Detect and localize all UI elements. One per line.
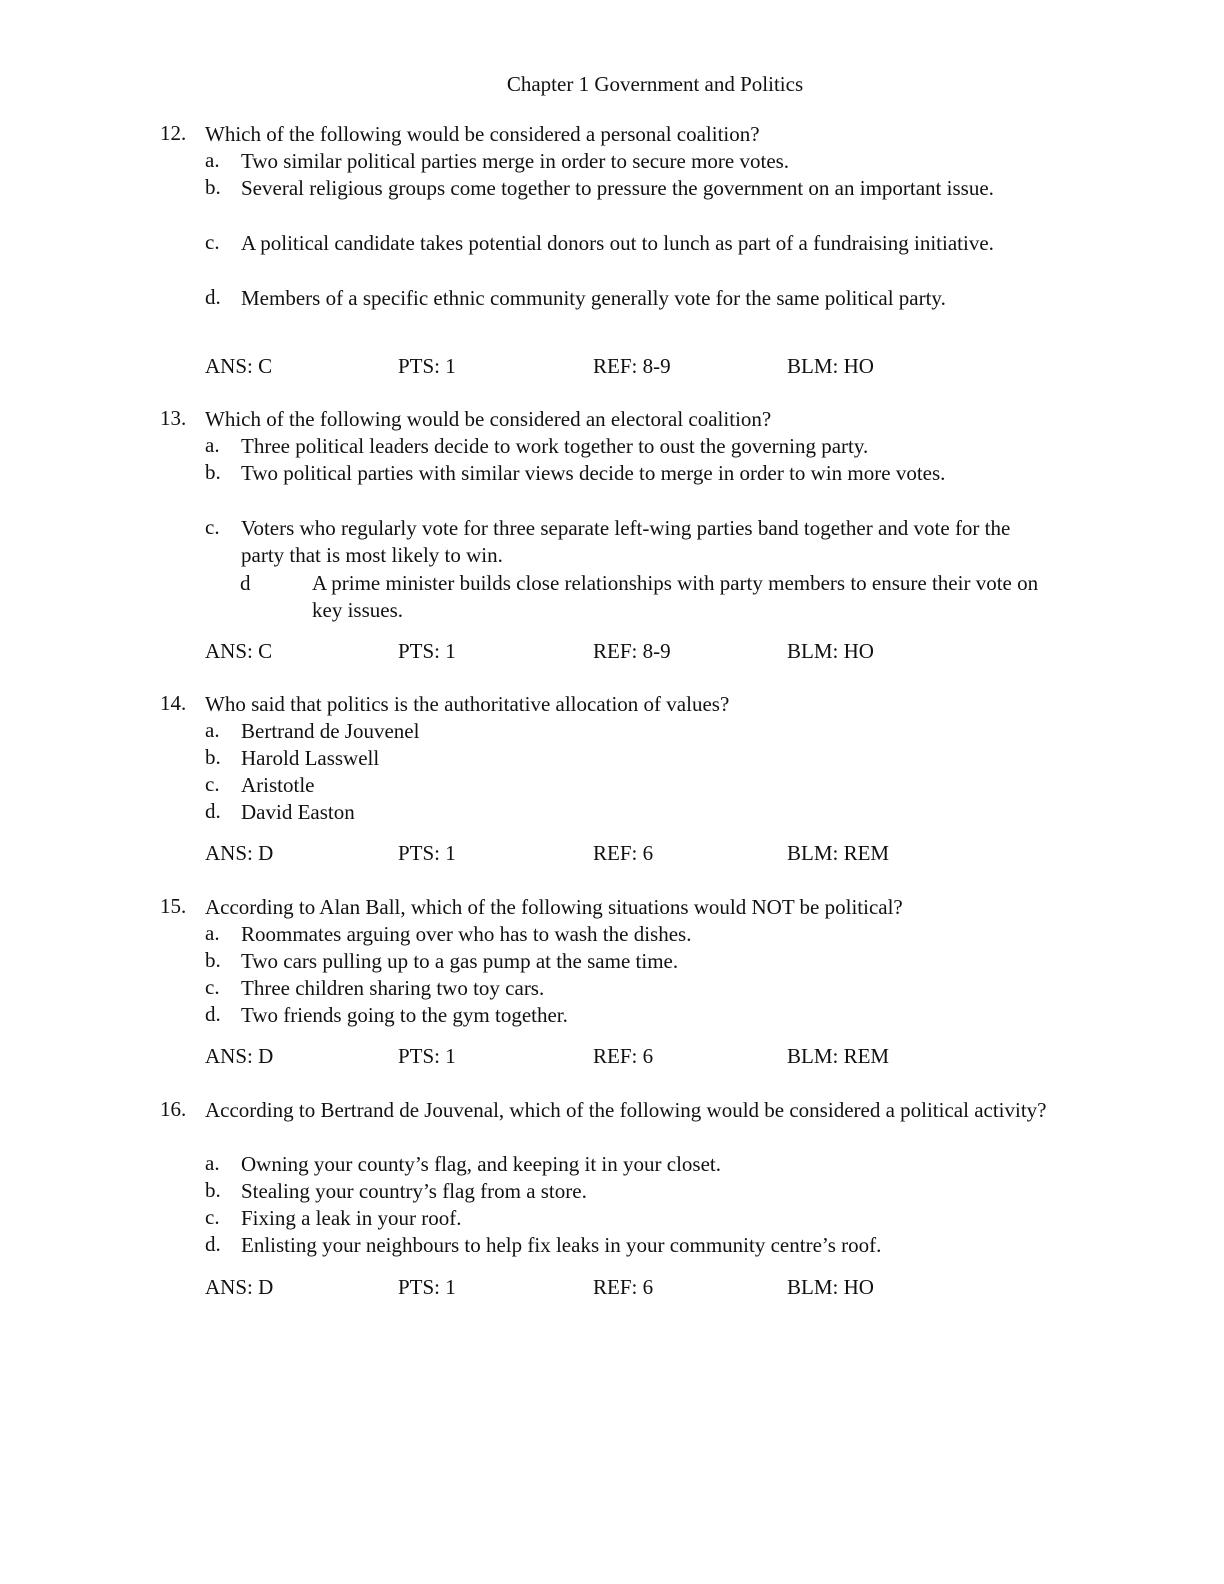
answer-metadata <box>205 354 1105 381</box>
option-letter: a. <box>205 1151 220 1175</box>
option-letter: c. <box>205 515 220 539</box>
option-text: Bertrand de Jouvenel <box>241 719 420 743</box>
points: PTS: 1 <box>398 639 456 663</box>
option-text: Three children sharing two toy cars. <box>241 976 545 1000</box>
answer-key: ANS: D <box>205 1275 274 1299</box>
answer-metadata <box>205 639 1105 666</box>
question-stem: Which of the following would be considered a personal coalition? <box>205 122 760 146</box>
option-letter: c. <box>205 1205 220 1229</box>
option-letter: a. <box>205 433 220 457</box>
option-text: Three political leaders decide to work together to oust the governing party. <box>241 434 869 458</box>
points: PTS: 1 <box>398 1044 456 1068</box>
points: PTS: 1 <box>398 841 456 865</box>
option-text: Two friends going to the gym together. <box>241 1003 568 1027</box>
option-text: Two similar political parties merge in order to secure more votes. <box>241 149 790 173</box>
question-stem: Who said that politics is the authoritative allocation of values? <box>205 692 730 716</box>
option-text: Two political parties with similar views decide to merge in order to win more votes. <box>241 461 946 485</box>
option-letter: a. <box>205 718 220 742</box>
answer-metadata <box>205 1275 1105 1302</box>
option-text: Roommates arguing over who has to wash the dishes. <box>241 922 692 946</box>
answer-metadata <box>205 1044 1105 1071</box>
page-header: Chapter 1 Government and Politics <box>506 72 804 96</box>
option-text <box>312 570 1052 624</box>
option-text: Stealing your country’s flag from a store. <box>241 1179 587 1203</box>
question-number: 16. <box>160 1097 187 1121</box>
reference: REF: 8-9 <box>593 354 671 378</box>
option-text: Members of a specific ethnic community generally vote for the same political party. <box>241 286 946 310</box>
option-text: Voters who regularly vote for three separate left-wing parties band together and vote for the party that is most likely to win. <box>241 516 1011 567</box>
option-d <box>240 570 1040 622</box>
option-letter: d. <box>205 1002 221 1026</box>
option-letter: b. <box>205 745 221 769</box>
points: PTS: 1 <box>398 354 456 378</box>
question-stem: According to Alan Ball, which of the following situations would NOT be political? <box>205 895 903 919</box>
option-letter: a. <box>205 921 220 945</box>
option-letter: b. <box>205 175 221 199</box>
answer-metadata <box>205 841 1105 868</box>
answer-key: ANS: D <box>205 1044 274 1068</box>
option-letter: c. <box>205 975 220 999</box>
reference: REF: 6 <box>593 1275 654 1299</box>
option-text: Enlisting your neighbours to help fix leaks in your community centre’s roof. <box>241 1233 882 1257</box>
option-text: Aristotle <box>241 773 315 797</box>
option-letter: d <box>240 571 251 595</box>
blm: BLM: HO <box>787 354 874 378</box>
option-letter: b. <box>205 948 221 972</box>
option-text-content: A prime minister builds close relationships with party members to ensure their vote on key issues. <box>312 571 1039 622</box>
question-stem: Which of the following would be considered an electoral coalition? <box>205 407 772 431</box>
option-letter: d. <box>205 285 221 309</box>
option-letter: a. <box>205 148 220 172</box>
blm: BLM: HO <box>787 1275 874 1299</box>
reference: REF: 8-9 <box>593 639 671 663</box>
option-text: Harold Lasswell <box>241 746 380 770</box>
reference: REF: 6 <box>593 841 654 865</box>
question-stem: According to Bertrand de Jouvenal, which of the following would be considered a political activity? <box>205 1098 1047 1122</box>
option-text: Owning your county’s flag, and keeping it in your closet. <box>241 1152 721 1176</box>
points: PTS: 1 <box>398 1275 456 1299</box>
question-number: 15. <box>160 894 187 918</box>
blm: BLM: REM <box>787 1044 890 1068</box>
option-letter: b. <box>205 460 221 484</box>
option-text: David Easton <box>241 800 355 824</box>
question-number: 12. <box>160 121 187 145</box>
blm: BLM: REM <box>787 841 890 865</box>
option-text: Fixing a leak in your roof. <box>241 1206 462 1230</box>
option-letter: b. <box>205 1178 221 1202</box>
answer-key: ANS: C <box>205 639 273 663</box>
option-text: A political candidate takes potential donors out to lunch as part of a fundraising initiative. <box>241 231 994 255</box>
option-letter: c. <box>205 772 220 796</box>
question-number: 14. <box>160 691 187 715</box>
option-letter: c. <box>205 230 220 254</box>
option-letter: d. <box>205 799 221 823</box>
option-text: Two cars pulling up to a gas pump at the same time. <box>241 949 679 973</box>
option-text: Several religious groups come together to pressure the government on an important issue. <box>241 176 994 200</box>
answer-key: ANS: C <box>205 354 273 378</box>
answer-key: ANS: D <box>205 841 274 865</box>
blm: BLM: HO <box>787 639 874 663</box>
option-letter: d. <box>205 1232 221 1256</box>
reference: REF: 6 <box>593 1044 654 1068</box>
question-number: 13. <box>160 406 187 430</box>
